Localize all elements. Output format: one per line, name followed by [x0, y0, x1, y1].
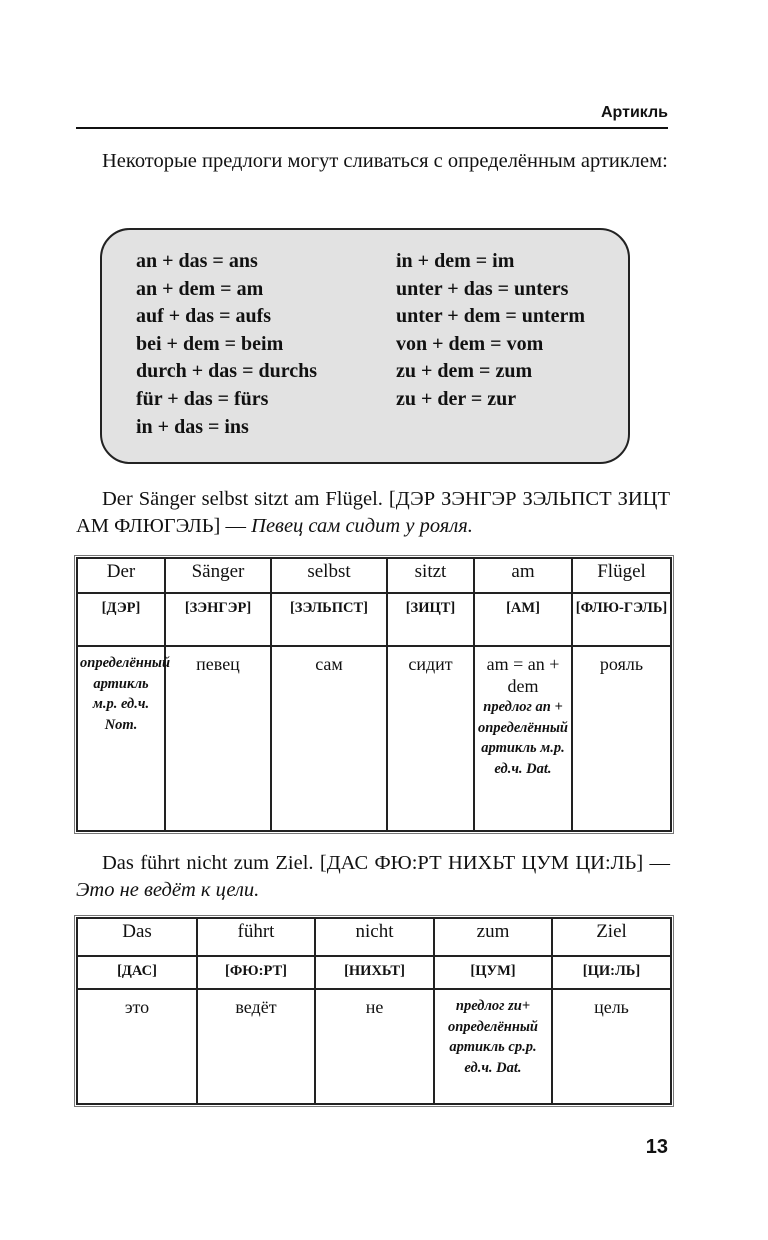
- transcription-cell: [ДЭР]: [77, 593, 165, 646]
- header-rule: [76, 127, 668, 129]
- contractions-left: [136, 248, 317, 441]
- contractions-box: [100, 228, 630, 464]
- transcription-cell: [ФЛЮ-ГЭЛЬ]: [572, 593, 671, 646]
- gloss-cell: [474, 646, 572, 831]
- word-cell: nicht: [315, 918, 434, 956]
- gloss-text: не: [365, 997, 384, 1017]
- example2-text: Das führt nicht zum Ziel. [ДАС ФЮ:РТ НИХЬТ ЦУМ ЦИ:ЛЬ] —: [102, 852, 670, 874]
- gloss-text: певец: [196, 654, 240, 674]
- word-cell: selbst: [271, 558, 387, 593]
- gloss-row: [77, 989, 671, 1104]
- contraction-rule: durch + das = durchs: [136, 360, 318, 383]
- gloss-cell: [572, 646, 671, 831]
- gloss-row: [77, 646, 671, 831]
- contractions-right: [396, 248, 585, 414]
- contraction-rule: von + dem = vom: [396, 332, 544, 355]
- example1-sentence: [76, 486, 670, 540]
- contraction-rule: an + das = ans: [136, 250, 258, 272]
- transcription-cell: [ДАС]: [77, 956, 197, 989]
- page-number: 13: [645, 1136, 668, 1158]
- running-head: Артикль: [601, 104, 668, 121]
- gloss-cell: [315, 989, 434, 1104]
- example2-sentence: [76, 850, 670, 904]
- transcription-cell: [ФЮ:РТ]: [197, 956, 315, 989]
- word-cell: Der: [77, 558, 165, 593]
- gloss-text: сидит: [408, 654, 453, 674]
- transcription-cell: [ЗЭНГЭР]: [165, 593, 271, 646]
- gloss-cell: [552, 989, 671, 1104]
- example2-translation: Это не ведёт к цели.: [76, 879, 260, 901]
- gloss-text: am = an + dem: [486, 654, 560, 696]
- contraction-rule: unter + dem = unterm: [396, 305, 586, 328]
- transcription-cell: [АМ]: [474, 593, 572, 646]
- example2-table: [76, 917, 672, 1105]
- grammar-note: определённый артикль м.р. ед.ч. Nom.: [80, 655, 171, 733]
- gloss-cell: [77, 646, 171, 831]
- gloss-cell: [434, 989, 552, 1104]
- transcription-cell: [ЗИЦТ]: [387, 593, 474, 646]
- transcription-cell: [ЗЭЛЬПСТ]: [271, 593, 387, 646]
- contraction-rule: in + das = ins: [136, 415, 249, 438]
- gloss-cell: [165, 646, 271, 831]
- contraction-rule: zu + der = zur: [396, 387, 517, 410]
- gloss-text: это: [124, 997, 150, 1017]
- contraction-rule: in + dem = im: [396, 250, 515, 272]
- example1-text: Der Sänger selbst sitzt am Flügel. [ДЭР ЗЭНГЭР ЗЭЛЬПСТ ЗИЦТ АМ ФЛЮГЭЛЬ] —: [76, 488, 670, 537]
- transcription-cell: [ЦУМ]: [434, 956, 552, 989]
- gloss-cell: [197, 989, 315, 1104]
- example1-table: [76, 557, 672, 832]
- example1-translation: Певец сам сидит у рояля.: [251, 515, 473, 537]
- word-cell: Sänger: [165, 558, 271, 593]
- word-cell: Flügel: [572, 558, 671, 593]
- contraction-rule: an + dem = am: [136, 277, 264, 300]
- gloss-text: рояль: [599, 654, 644, 674]
- gloss-text: ведёт: [235, 997, 277, 1017]
- word-cell: führt: [197, 918, 315, 956]
- gloss-cell: [77, 989, 197, 1104]
- word-row: [77, 558, 671, 593]
- contraction-rule: auf + das = aufs: [136, 305, 272, 328]
- word-row: [77, 918, 671, 956]
- gloss-text: цель: [594, 997, 629, 1017]
- gloss-text: сам: [315, 654, 343, 674]
- contraction-rule: bei + dem = beim: [136, 332, 284, 355]
- grammar-note: предлог an + определённый артикль м.р. ед.ч. Dat.: [477, 699, 568, 777]
- contraction-rule: für + das = fürs: [136, 387, 269, 410]
- transcription-cell: [НИХЬТ]: [315, 956, 434, 989]
- intro-paragraph: Некоторые предлоги могут сливаться с определённым артиклем:: [102, 150, 668, 172]
- word-cell: sitzt: [387, 558, 474, 593]
- transcription-row: [77, 956, 671, 989]
- grammar-note: предлог zu+ определённый артикль ср.р. ед.ч. Dat.: [447, 998, 538, 1076]
- gloss-cell: [387, 646, 474, 831]
- contraction-rule: zu + dem = zum: [396, 360, 533, 383]
- transcription-cell: [ЦИ:ЛЬ]: [552, 956, 671, 989]
- word-cell: Das: [77, 918, 197, 956]
- word-cell: am: [474, 558, 572, 593]
- word-cell: zum: [434, 918, 552, 956]
- word-cell: Ziel: [552, 918, 671, 956]
- contraction-rule: unter + das = unters: [396, 277, 569, 300]
- gloss-cell: [271, 646, 387, 831]
- transcription-row: [77, 593, 671, 646]
